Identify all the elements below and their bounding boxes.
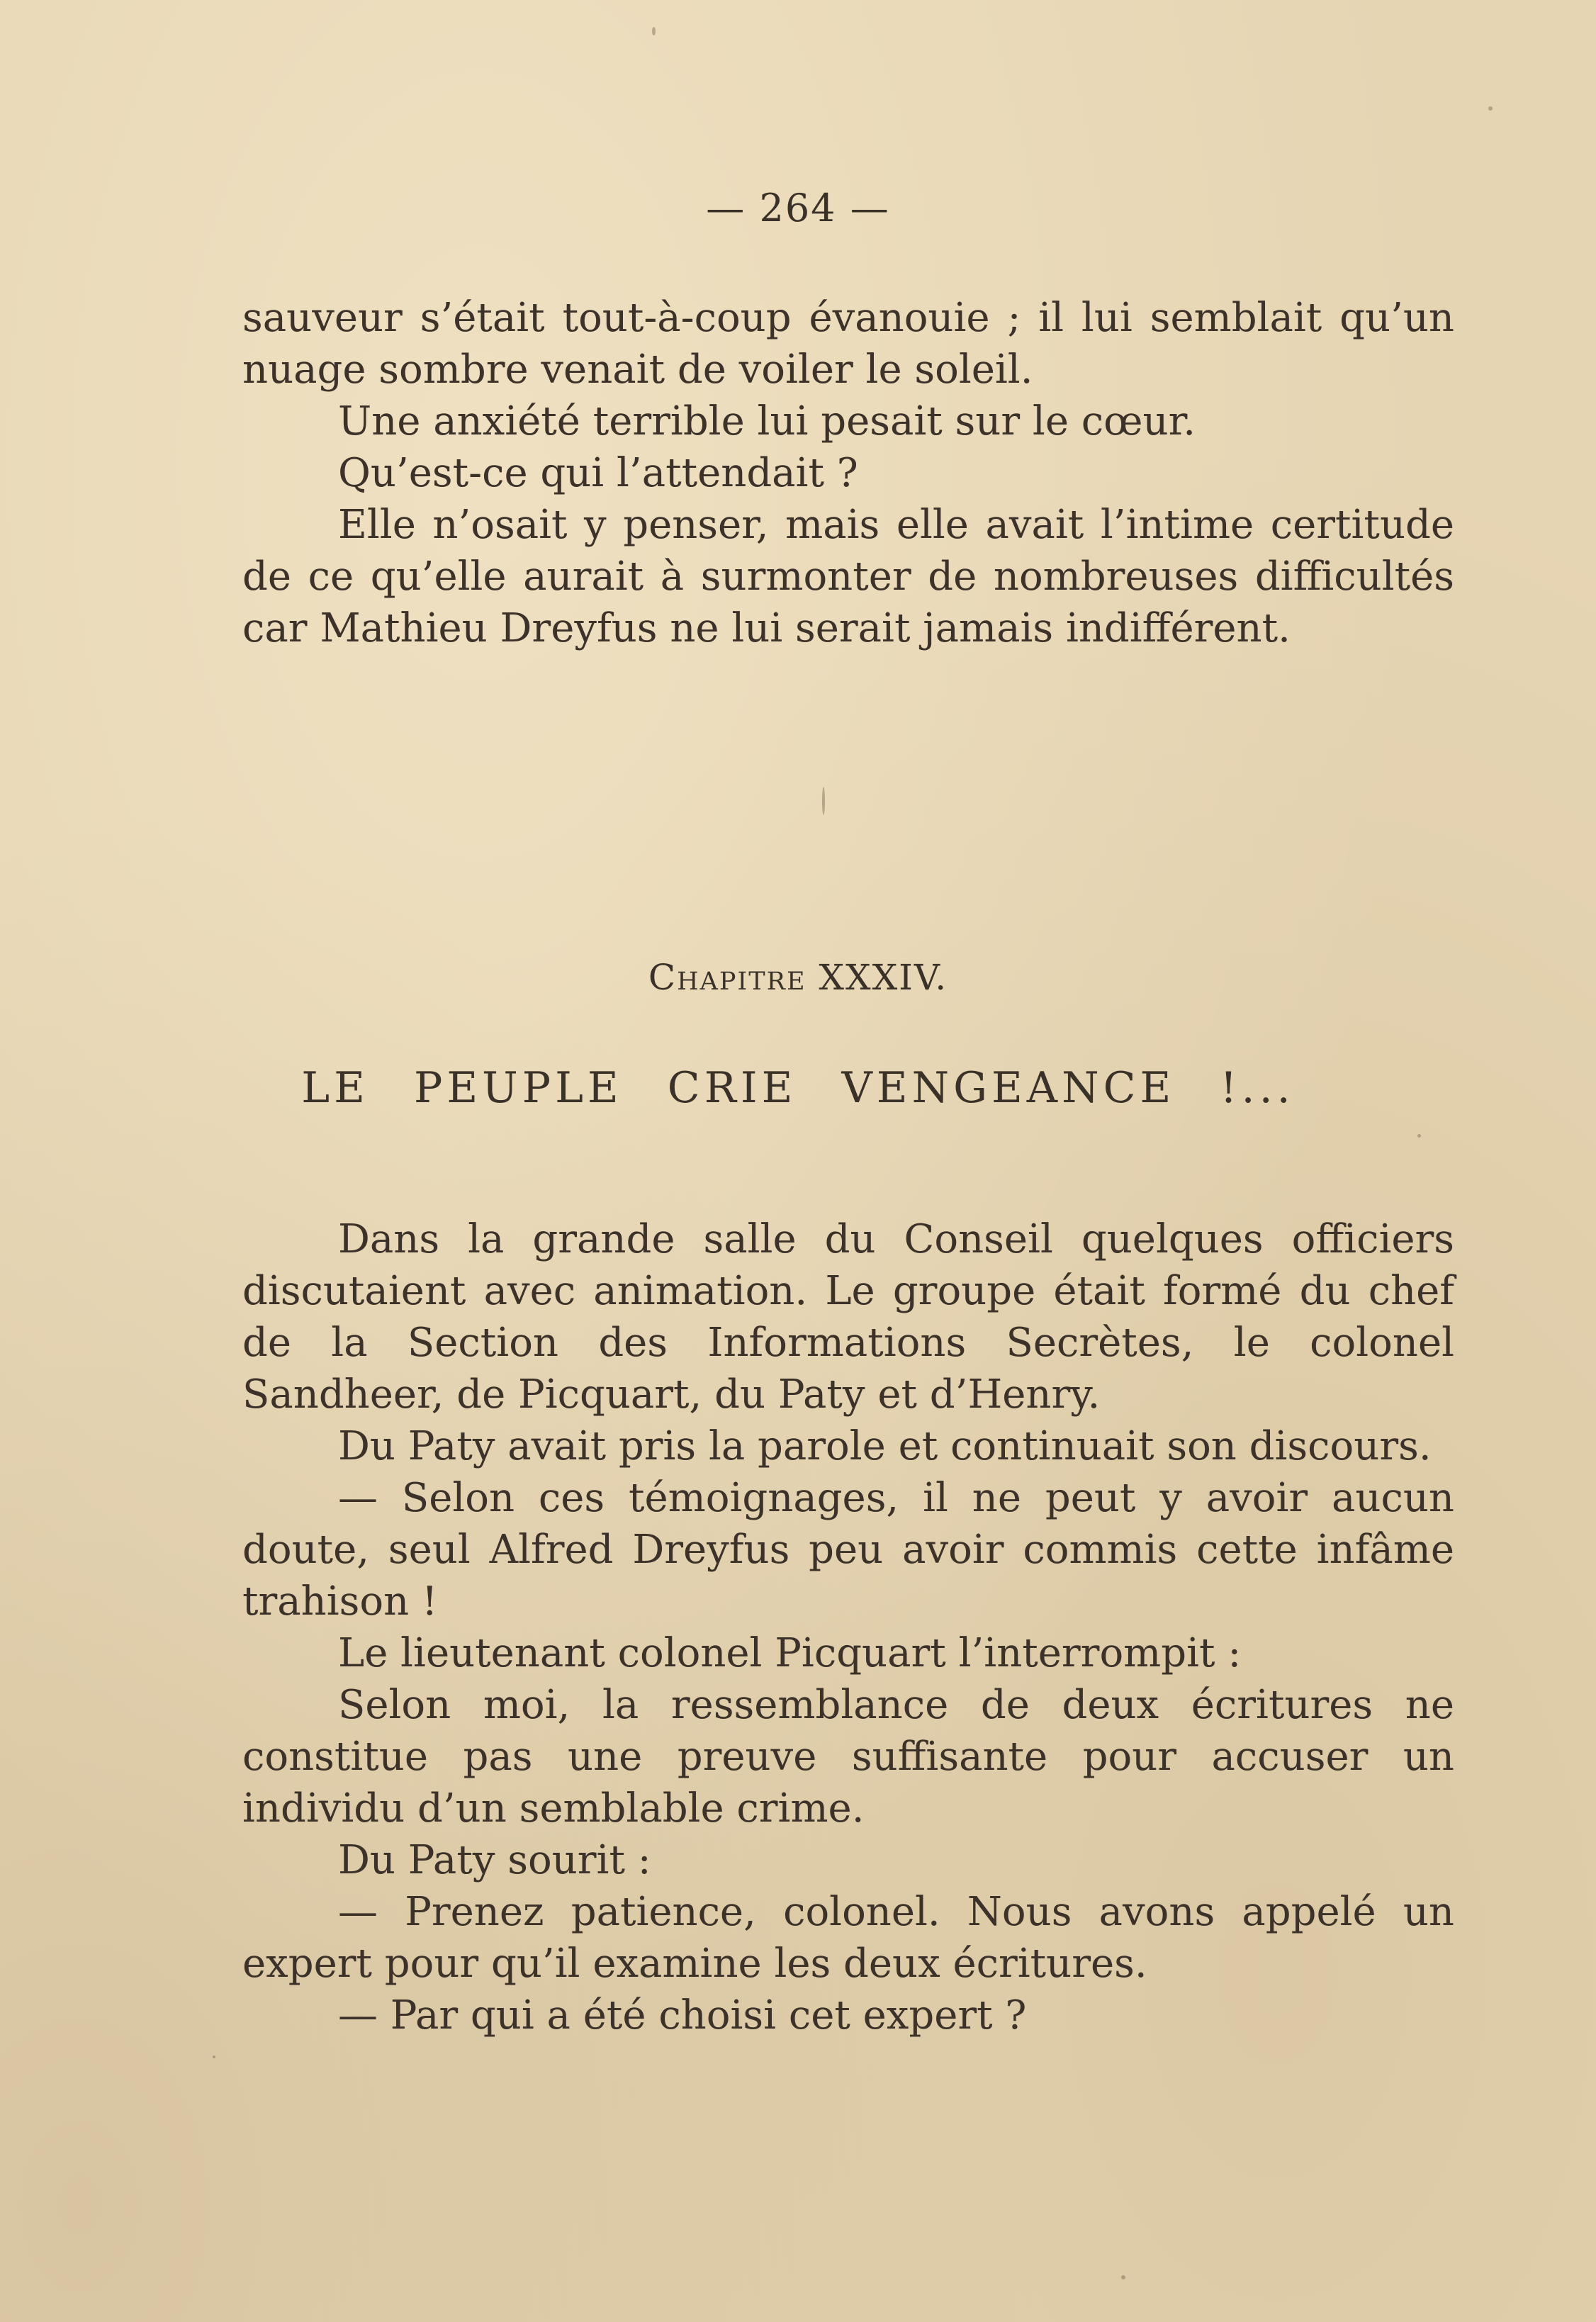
main-text-block xyxy=(242,1213,1454,2041)
chapter-label-text: Chapitre XXXIV. xyxy=(648,957,948,998)
page-number: — 264 — xyxy=(706,186,890,230)
paragraph-continuation: sauveur s’était tout-à-coup évanouie ; il lui semblait qu’un nuage sombre venait de voiler le soleil. xyxy=(242,295,1454,393)
paper-speck xyxy=(1121,2275,1125,2279)
paragraph: Une anxiété terrible lui pesait sur le cœur. xyxy=(338,398,1196,444)
paragraph: Dans la grande salle du Conseil quelques officiers discutaient avec animation. Le groupe était formé du chef de la Section des Informations Secrètes, le colonel Sandheer, de Picquart, du Paty et d’Henry. xyxy=(242,1216,1454,1418)
paragraph: — Par qui a été choisi cet expert ? xyxy=(338,1992,1027,2038)
paragraph: Qu’est-ce qui l’attendait ? xyxy=(338,450,858,496)
paragraph: Le lieutenant colonel Picquart l’interrompit : xyxy=(338,1630,1242,1676)
paragraph: Selon moi, la ressemblance de deux écritures ne constitue pas une preuve suffisante pour accuser un individu d’un semblable crime. xyxy=(242,1682,1454,1832)
paper-speck xyxy=(213,2055,215,2058)
paragraph: Du Paty sourit : xyxy=(338,1837,651,1883)
paragraph: Du Paty avait pris la parole et continuait son discours. xyxy=(338,1423,1432,1469)
chapter-label xyxy=(0,957,1596,998)
paragraph: Elle n’osait y penser, mais elle avait l’intime certitude de ce qu’elle aurait à surmonter de nombreuses difficultés car Mathieu Dreyfus ne lui serait jamais indifférent. xyxy=(242,502,1454,651)
paper-speck xyxy=(822,787,825,815)
chapter-title: LE PEUPLE CRIE VENGEANCE !... xyxy=(301,1063,1295,1113)
paper-speck xyxy=(1417,1134,1421,1138)
top-text-block xyxy=(242,292,1454,654)
paragraph: — Prenez patience, colonel. Nous avons appelé un expert pour qu’il examine les deux écritures. xyxy=(242,1889,1454,1987)
paper-speck xyxy=(652,27,656,35)
paragraph: — Selon ces témoignages, il ne peut y avoir aucun doute, seul Alfred Dreyfus peu avoir commis cette infâme trahison ! xyxy=(242,1475,1454,1625)
paper-speck xyxy=(1488,106,1493,111)
